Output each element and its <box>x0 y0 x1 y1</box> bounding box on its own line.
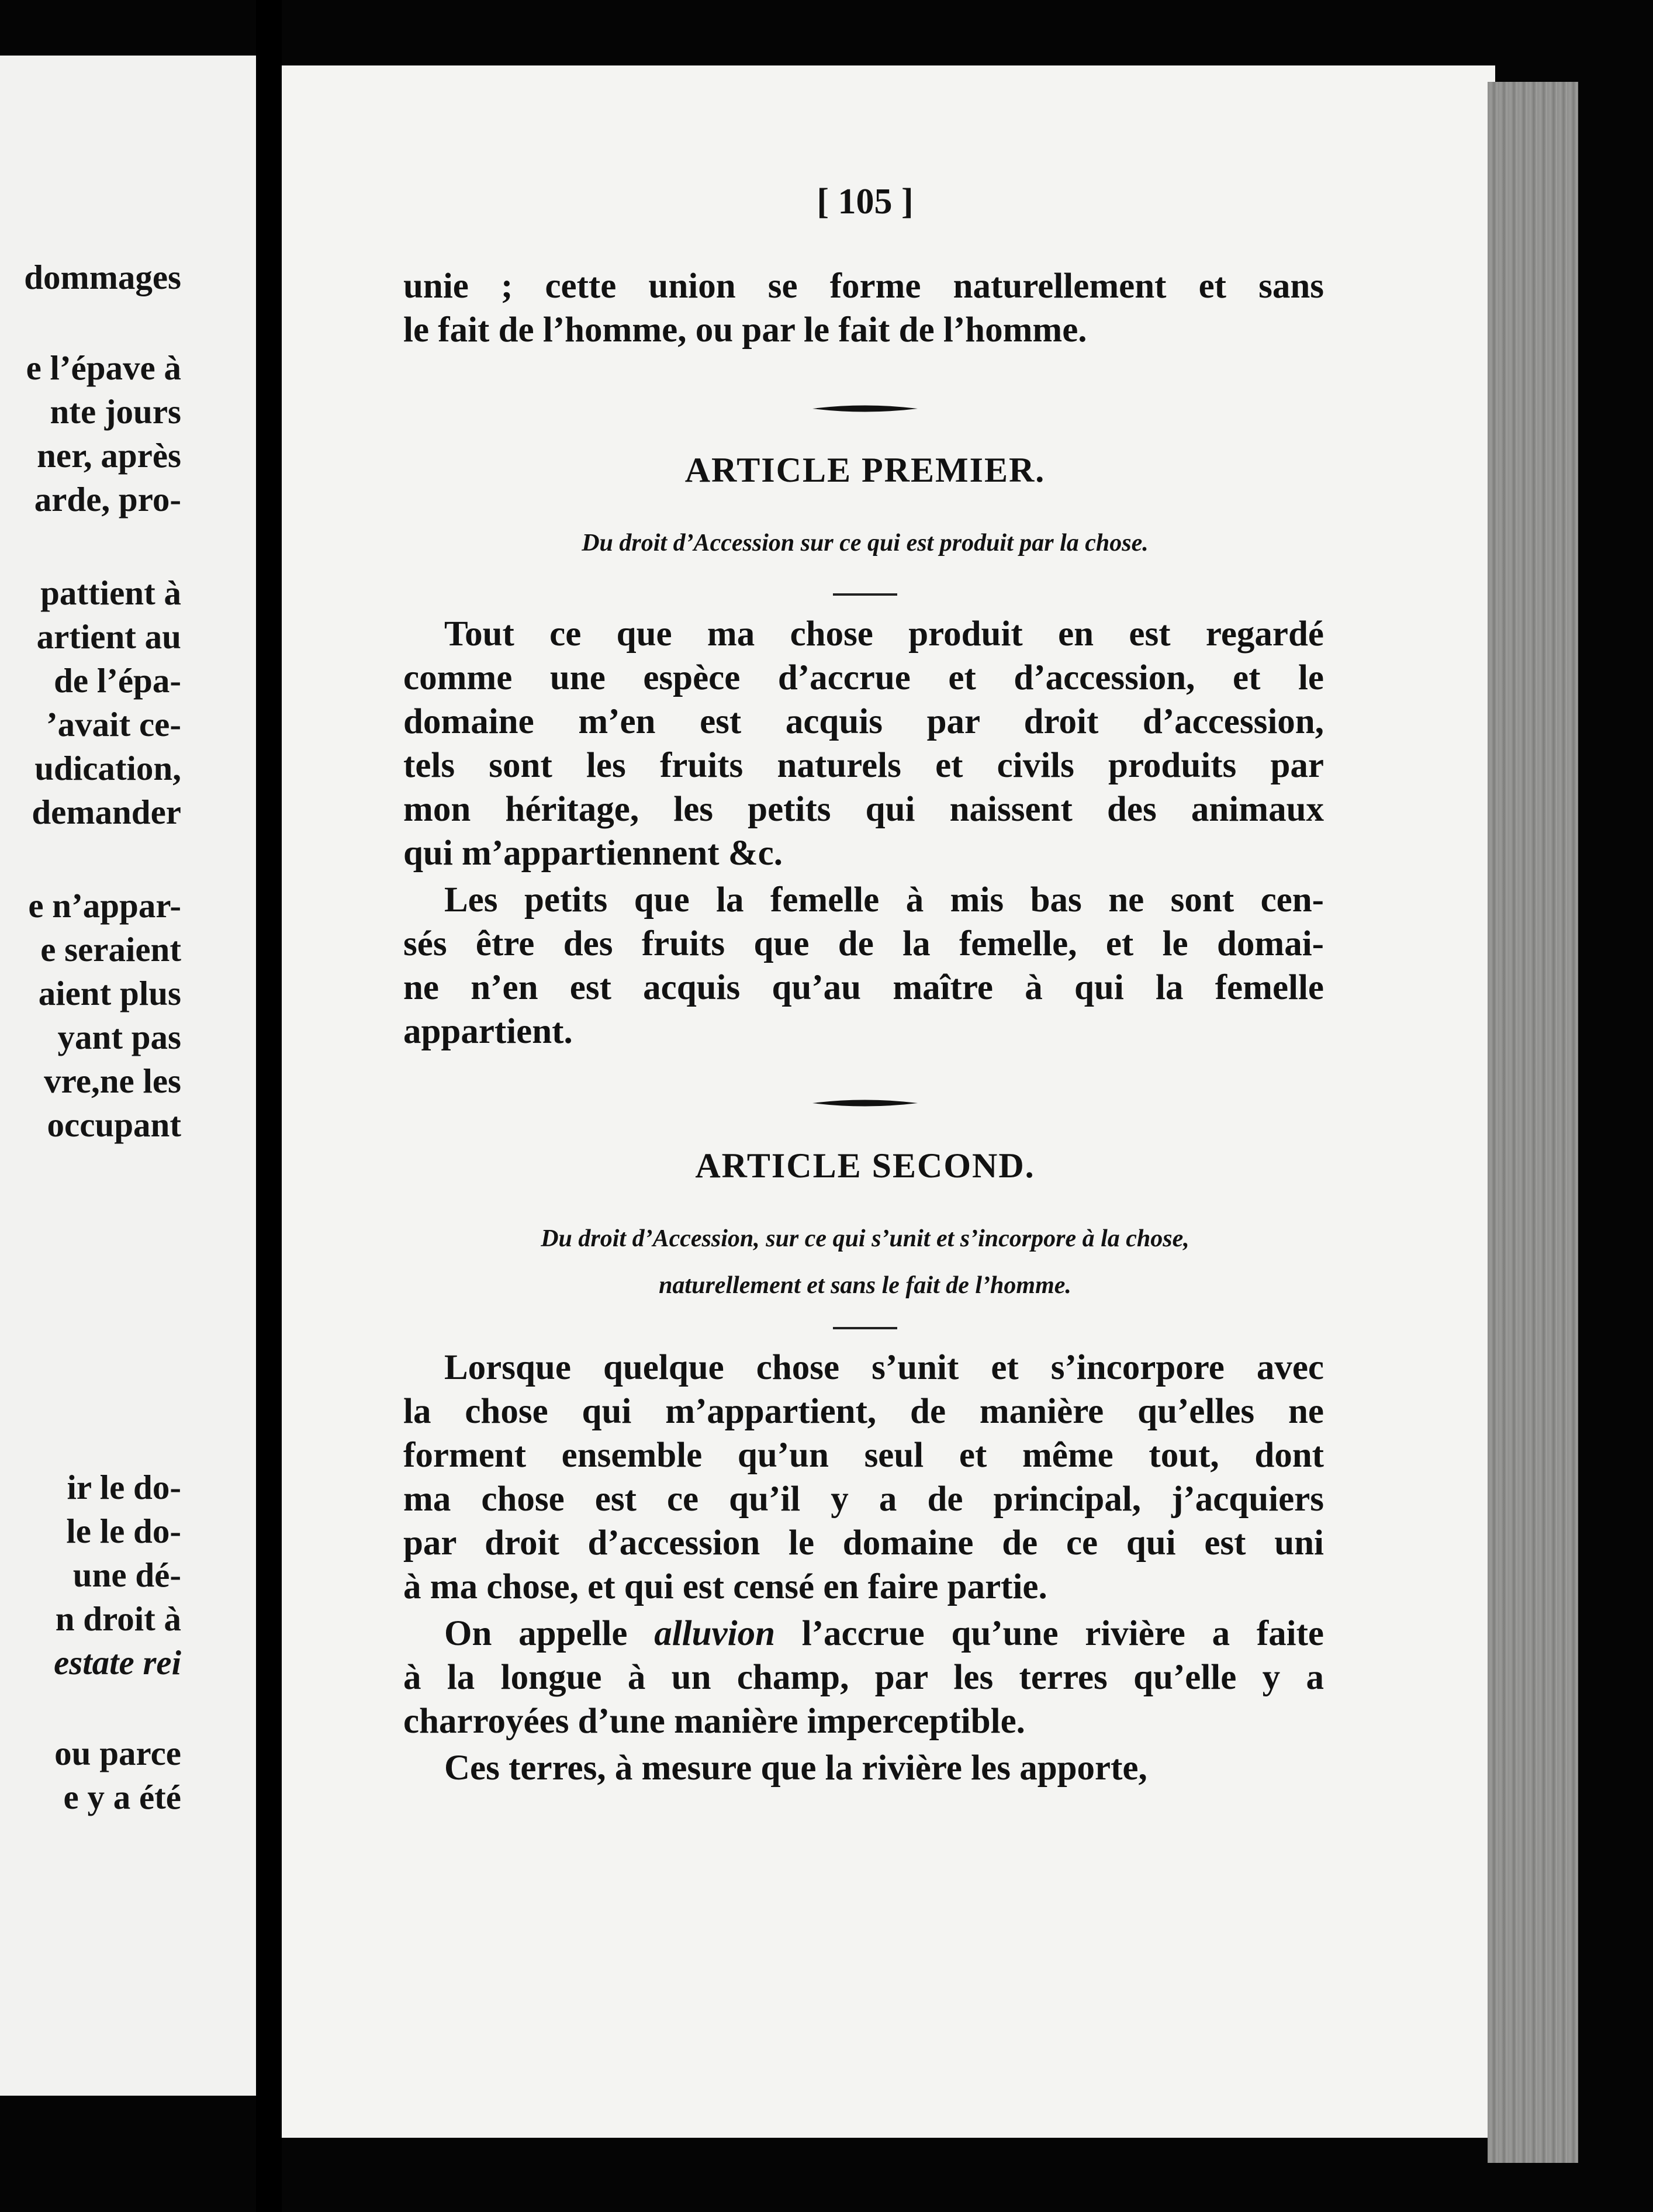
left-line: estate rei <box>54 1643 181 1682</box>
left-line: demander <box>32 793 181 831</box>
text-line: charroyées d’une manière imperceptible. <box>403 1702 1025 1741</box>
text-line: mon héritage, les petits qui naissent des animaux <box>403 790 1324 829</box>
book-gutter <box>256 0 282 2212</box>
text-run: l’accrue qu’une rivière a faite <box>775 1614 1324 1653</box>
text-line: ma chose est ce qu’il y a de principal, j’acquiers <box>403 1480 1324 1519</box>
text-line: tels sont les fruits naturels et civils produits par <box>403 746 1324 785</box>
text-line: à la longue à un champ, par les terres qu’elle y a <box>403 1658 1324 1697</box>
article-title: ARTICLE SECOND. <box>695 1146 1035 1185</box>
left-line: e l’épave à <box>26 348 181 387</box>
left-line: udication, <box>34 749 181 787</box>
left-line: artient au <box>36 617 181 656</box>
left-line: vre,ne les <box>44 1062 181 1100</box>
text-line: ne n’en est acquis qu’au maître à qui la femelle <box>403 968 1324 1007</box>
left-line: dommages <box>24 258 181 296</box>
page-edges <box>1488 82 1578 2163</box>
text-line: domaine m’en est acquis par droit d’accession, <box>403 702 1324 741</box>
text-line: la chose qui m’appartient, de manière qu’elles ne <box>403 1392 1324 1431</box>
left-line: arde, pro- <box>34 480 181 519</box>
left-line: ner, après <box>37 436 181 475</box>
text-line: sés être des fruits que de la femelle, et le domai- <box>403 924 1324 963</box>
text-line: Tout ce que ma chose produit en est regardé <box>444 614 1324 654</box>
left-line: yant pas <box>57 1018 181 1056</box>
article-subtitle: naturellement et sans le fait de l’homme. <box>659 1272 1071 1299</box>
text-line: appartient. <box>403 1012 573 1051</box>
text-line: le fait de l’homme, ou par le fait de l’homme. <box>403 310 1087 350</box>
text-line: par droit d’accession le domaine de ce qui est uni <box>403 1523 1324 1563</box>
left-line: le le do- <box>66 1512 181 1550</box>
text-line: Les petits que la femelle à mis bas ne sont cen- <box>444 880 1324 920</box>
text-line <box>444 1613 1324 1654</box>
text-run-italic: alluvion <box>654 1614 776 1653</box>
article-subtitle: Du droit d’Accession, sur ce qui s’unit et s’incorpore à la chose, <box>541 1225 1189 1252</box>
left-line: ir le do- <box>67 1468 181 1506</box>
left-line: une dé- <box>72 1556 181 1594</box>
text-line: qui m’appartiennent &c. <box>403 834 783 873</box>
text-line: à ma chose, et qui est censé en faire partie. <box>403 1567 1047 1606</box>
short-rule <box>833 593 897 596</box>
text-run: On appelle <box>444 1614 655 1653</box>
article-subtitle: Du droit d’Accession sur ce qui est produit par la chose. <box>582 530 1149 557</box>
ornament-divider <box>812 405 918 413</box>
ornament-divider <box>812 1099 918 1107</box>
left-line: pattient à <box>40 573 181 612</box>
short-rule <box>833 1327 897 1329</box>
text-line: Ces terres, à mesure que la rivière les apporte, <box>444 1748 1147 1788</box>
left-line: e seraient <box>40 930 181 969</box>
left-line: nte jours <box>50 392 181 431</box>
article-title: ARTICLE PREMIER. <box>684 451 1046 489</box>
left-line: e y a été <box>63 1778 181 1816</box>
left-line: e n’appar- <box>28 886 181 925</box>
left-line: ’avait ce- <box>46 705 181 744</box>
left-line: de l’épa- <box>54 661 181 700</box>
left-line: aient plus <box>38 974 181 1012</box>
left-facing-page <box>0 56 256 2096</box>
text-line: Lorsque quelque chose s’unit et s’incorpore avec <box>444 1348 1324 1387</box>
left-line: n droit à <box>55 1599 181 1638</box>
left-line: occupant <box>47 1105 181 1144</box>
text-line: unie ; cette union se forme naturellement et sans <box>403 267 1324 306</box>
text-line: comme une espèce d’accrue et d’accession, et le <box>403 658 1324 697</box>
text-line: forment ensemble qu’un seul et même tout, dont <box>403 1436 1324 1475</box>
page-number: [ 105 ] <box>817 182 914 222</box>
left-line: ou parce <box>54 1734 181 1772</box>
